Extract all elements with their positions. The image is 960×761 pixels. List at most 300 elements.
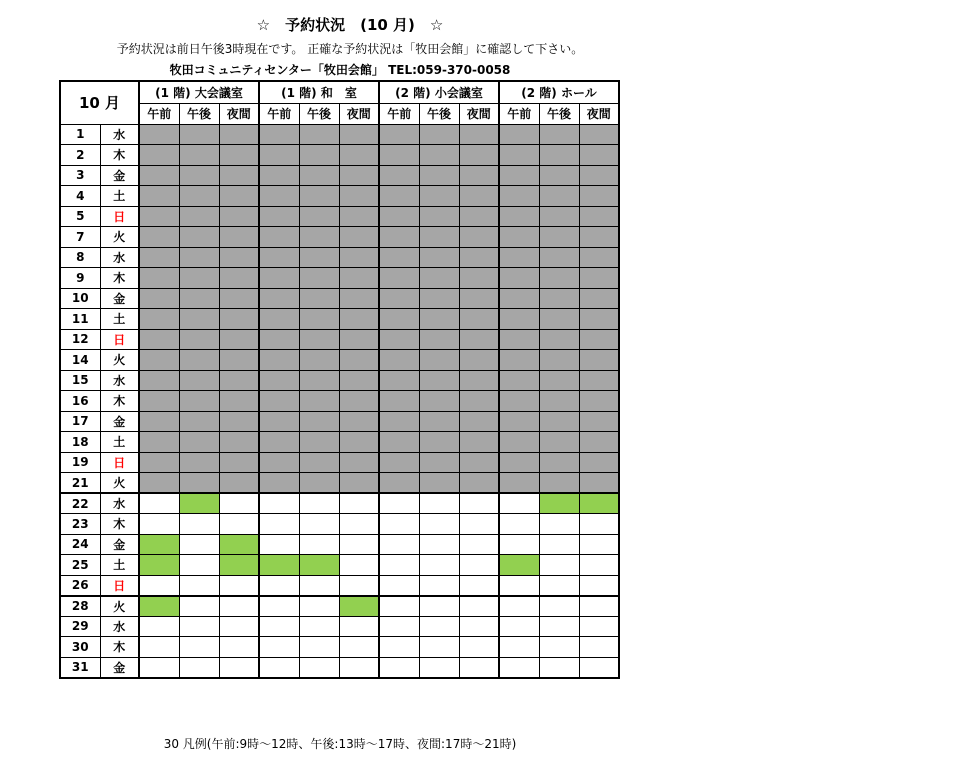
slot-past — [579, 329, 619, 350]
weekday-cell: 木 — [100, 637, 139, 658]
slot-past — [219, 452, 259, 473]
slot-past — [539, 452, 579, 473]
slot-past — [179, 309, 219, 330]
slot-available — [499, 493, 539, 514]
slot-available — [579, 555, 619, 576]
slot-available — [259, 493, 299, 514]
slot-past — [379, 145, 419, 166]
slot-available — [259, 514, 299, 535]
slot-available — [219, 514, 259, 535]
table-row — [60, 124, 619, 145]
slot-past — [579, 452, 619, 473]
slot-available — [299, 657, 339, 678]
slot-available — [539, 575, 579, 596]
slot-past — [459, 432, 499, 453]
slot-past — [419, 309, 459, 330]
slot-past — [579, 227, 619, 248]
table-row — [60, 350, 619, 371]
weekday-cell: 木 — [100, 391, 139, 412]
slot-available — [219, 657, 259, 678]
slot-available — [459, 534, 499, 555]
slot-past — [339, 309, 379, 330]
slot-past — [259, 452, 299, 473]
slot-past — [299, 124, 339, 145]
slot-past — [459, 206, 499, 227]
slot-available — [579, 514, 619, 535]
slot-available — [379, 637, 419, 658]
slot-past — [419, 124, 459, 145]
day-cell: 1 — [60, 124, 100, 145]
slot-past — [459, 473, 499, 494]
slot-available — [219, 493, 259, 514]
day-cell: 15 — [60, 370, 100, 391]
slot-past — [539, 473, 579, 494]
weekday-cell: 水 — [100, 124, 139, 145]
slot-past — [299, 473, 339, 494]
slot-past — [459, 165, 499, 186]
day-cell: 16 — [60, 391, 100, 412]
slot-past — [299, 268, 339, 289]
slot-past — [459, 247, 499, 268]
day-cell: 24 — [60, 534, 100, 555]
room-header-hall: (2 階) ホール — [499, 81, 619, 103]
slot-past — [579, 247, 619, 268]
status-note: 予約状況は前日午後3時現在です。 正確な予約状況は「牧田会館」に確認して下さい。 — [116, 42, 584, 56]
day-cell: 12 — [60, 329, 100, 350]
slot-available — [339, 514, 379, 535]
slot-header: 午後 — [179, 103, 219, 124]
weekday-cell: 金 — [100, 657, 139, 678]
slot-past — [299, 186, 339, 207]
slot-available — [499, 596, 539, 617]
slot-available — [419, 555, 459, 576]
slot-available — [459, 575, 499, 596]
slot-past — [139, 165, 179, 186]
slot-past — [579, 432, 619, 453]
slot-available — [379, 555, 419, 576]
slot-past — [219, 165, 259, 186]
reservation-table — [59, 80, 620, 679]
table-row — [60, 391, 619, 412]
slot-past — [139, 452, 179, 473]
slot-past — [499, 288, 539, 309]
slot-booked — [179, 493, 219, 514]
slot-past — [419, 391, 459, 412]
contact-info: 牧田コミュニティセンター「牧田会館」 TEL:059-370-0058 — [169, 63, 511, 77]
slot-past — [179, 411, 219, 432]
slot-booked — [259, 555, 299, 576]
slot-past — [579, 206, 619, 227]
slot-past — [299, 432, 339, 453]
slot-past — [139, 432, 179, 453]
slot-past — [379, 206, 419, 227]
slot-past — [459, 288, 499, 309]
weekday-cell: 土 — [100, 555, 139, 576]
slot-past — [579, 186, 619, 207]
slot-past — [139, 370, 179, 391]
slot-past — [579, 288, 619, 309]
weekday-cell: 水 — [100, 370, 139, 391]
weekday-cell: 土 — [100, 432, 139, 453]
table-row — [60, 493, 619, 514]
weekday-cell: 木 — [100, 514, 139, 535]
slot-available — [499, 657, 539, 678]
slot-available — [379, 616, 419, 637]
slot-header: 午前 — [499, 103, 539, 124]
slot-header: 夜間 — [219, 103, 259, 124]
slot-past — [139, 206, 179, 227]
table-row — [60, 637, 619, 658]
slot-past — [299, 247, 339, 268]
slot-available — [179, 514, 219, 535]
slot-past — [259, 165, 299, 186]
slot-available — [339, 555, 379, 576]
slot-past — [139, 186, 179, 207]
slot-past — [539, 432, 579, 453]
weekday-cell: 木 — [100, 268, 139, 289]
slot-past — [379, 432, 419, 453]
slot-past — [459, 309, 499, 330]
day-cell: 4 — [60, 186, 100, 207]
slot-header: 午前 — [379, 103, 419, 124]
slot-past — [219, 145, 259, 166]
slot-past — [139, 309, 179, 330]
slot-available — [339, 575, 379, 596]
slot-past — [379, 165, 419, 186]
slot-past — [219, 329, 259, 350]
slot-past — [339, 452, 379, 473]
slot-past — [179, 165, 219, 186]
slot-past — [379, 370, 419, 391]
slot-past — [139, 227, 179, 248]
day-cell: 29 — [60, 616, 100, 637]
slot-past — [579, 391, 619, 412]
slot-booked — [139, 555, 179, 576]
slot-booked — [219, 534, 259, 555]
slot-available — [299, 534, 339, 555]
slot-past — [459, 391, 499, 412]
slot-available — [179, 575, 219, 596]
slot-past — [259, 329, 299, 350]
day-cell: 31 — [60, 657, 100, 678]
slot-past — [339, 288, 379, 309]
slot-past — [379, 473, 419, 494]
table-row — [60, 616, 619, 637]
slot-past — [259, 350, 299, 371]
slot-past — [179, 473, 219, 494]
slot-past — [259, 268, 299, 289]
slot-available — [139, 657, 179, 678]
slot-past — [179, 206, 219, 227]
slot-past — [139, 268, 179, 289]
slot-available — [139, 575, 179, 596]
slot-past — [539, 288, 579, 309]
slot-available — [539, 534, 579, 555]
weekday-cell: 土 — [100, 186, 139, 207]
slot-past — [539, 206, 579, 227]
slot-available — [459, 555, 499, 576]
slot-past — [539, 186, 579, 207]
slot-past — [539, 227, 579, 248]
day-cell: 3 — [60, 165, 100, 186]
slot-available — [339, 637, 379, 658]
weekday-cell: 金 — [100, 411, 139, 432]
weekday-cell: 木 — [100, 145, 139, 166]
slot-past — [219, 391, 259, 412]
page-title: ☆ 予約状況 (10 月) ☆ — [256, 16, 444, 34]
slot-past — [299, 411, 339, 432]
slot-past — [419, 452, 459, 473]
weekday-cell: 金 — [100, 165, 139, 186]
table-row — [60, 411, 619, 432]
slot-past — [419, 411, 459, 432]
day-cell: 9 — [60, 268, 100, 289]
day-cell: 26 — [60, 575, 100, 596]
slot-past — [339, 350, 379, 371]
slot-past — [539, 411, 579, 432]
day-cell: 28 — [60, 596, 100, 617]
slot-past — [579, 411, 619, 432]
slot-past — [139, 411, 179, 432]
slot-past — [499, 309, 539, 330]
slot-past — [179, 186, 219, 207]
slot-available — [339, 534, 379, 555]
slot-past — [459, 145, 499, 166]
slot-past — [379, 124, 419, 145]
slot-available — [419, 637, 459, 658]
slot-past — [499, 329, 539, 350]
slot-available — [459, 637, 499, 658]
slot-available — [379, 493, 419, 514]
slot-available — [339, 657, 379, 678]
slot-past — [299, 391, 339, 412]
slot-past — [379, 411, 419, 432]
slot-available — [539, 637, 579, 658]
slot-past — [379, 247, 419, 268]
table-row — [60, 575, 619, 596]
slot-available — [259, 616, 299, 637]
slot-past — [459, 227, 499, 248]
slot-past — [339, 391, 379, 412]
slot-past — [139, 247, 179, 268]
slot-available — [579, 596, 619, 617]
slot-past — [419, 247, 459, 268]
slot-available — [499, 534, 539, 555]
slot-available — [179, 637, 219, 658]
slot-past — [499, 186, 539, 207]
slot-past — [539, 165, 579, 186]
slot-available — [259, 596, 299, 617]
weekday-cell: 火 — [100, 350, 139, 371]
slot-past — [339, 145, 379, 166]
slot-available — [539, 555, 579, 576]
weekday-cell: 日 — [100, 575, 139, 596]
slot-past — [219, 370, 259, 391]
slot-past — [219, 432, 259, 453]
slot-past — [499, 370, 539, 391]
slot-past — [219, 473, 259, 494]
table-row — [60, 247, 619, 268]
weekday-cell: 水 — [100, 616, 139, 637]
slot-past — [139, 391, 179, 412]
slot-past — [339, 227, 379, 248]
slot-past — [259, 247, 299, 268]
slot-available — [259, 575, 299, 596]
slot-past — [539, 350, 579, 371]
slot-past — [219, 124, 259, 145]
slot-available — [579, 534, 619, 555]
slot-booked — [299, 555, 339, 576]
slot-past — [179, 288, 219, 309]
slot-past — [259, 473, 299, 494]
slot-header: 午後 — [419, 103, 459, 124]
slot-past — [419, 370, 459, 391]
slot-past — [539, 145, 579, 166]
slot-past — [179, 350, 219, 371]
slot-available — [499, 637, 539, 658]
slot-past — [179, 247, 219, 268]
slot-past — [299, 206, 339, 227]
slot-past — [499, 411, 539, 432]
slot-past — [539, 370, 579, 391]
slot-past — [579, 124, 619, 145]
slot-available — [379, 514, 419, 535]
slot-past — [259, 288, 299, 309]
slot-booked — [579, 493, 619, 514]
weekday-cell: 火 — [100, 227, 139, 248]
slot-past — [259, 370, 299, 391]
slot-past — [419, 186, 459, 207]
day-cell: 18 — [60, 432, 100, 453]
slot-past — [339, 432, 379, 453]
slot-header: 夜間 — [339, 103, 379, 124]
slot-available — [179, 555, 219, 576]
slot-available — [579, 657, 619, 678]
day-cell: 25 — [60, 555, 100, 576]
table-row — [60, 452, 619, 473]
room-header-small-meeting: (2 階) 小会議室 — [379, 81, 499, 103]
slot-past — [419, 268, 459, 289]
slot-available — [259, 657, 299, 678]
table-row — [60, 165, 619, 186]
day-cell: 5 — [60, 206, 100, 227]
slot-available — [419, 657, 459, 678]
slot-past — [459, 452, 499, 473]
slot-past — [139, 329, 179, 350]
slot-available — [179, 657, 219, 678]
slot-past — [139, 473, 179, 494]
slot-past — [179, 391, 219, 412]
table-row — [60, 370, 619, 391]
slot-past — [379, 268, 419, 289]
table-row — [60, 268, 619, 289]
slot-booked — [499, 555, 539, 576]
slot-past — [139, 145, 179, 166]
slot-available — [539, 657, 579, 678]
day-cell: 30 — [60, 637, 100, 658]
slot-available — [459, 616, 499, 637]
slot-available — [299, 616, 339, 637]
slot-past — [499, 473, 539, 494]
table-row — [60, 534, 619, 555]
slot-past — [499, 452, 539, 473]
table-row — [60, 288, 619, 309]
slot-available — [299, 637, 339, 658]
slot-past — [299, 329, 339, 350]
slot-available — [379, 657, 419, 678]
slot-past — [379, 227, 419, 248]
slot-booked — [139, 596, 179, 617]
month-header: 10 月 — [60, 81, 139, 124]
slot-past — [379, 309, 419, 330]
slot-past — [339, 124, 379, 145]
slot-booked — [219, 555, 259, 576]
slot-available — [419, 514, 459, 535]
slot-past — [339, 268, 379, 289]
slot-past — [299, 452, 339, 473]
slot-available — [499, 575, 539, 596]
slot-available — [539, 514, 579, 535]
slot-header: 夜間 — [459, 103, 499, 124]
slot-past — [419, 350, 459, 371]
slot-past — [339, 186, 379, 207]
table-row — [60, 329, 619, 350]
slot-available — [459, 596, 499, 617]
slot-past — [219, 268, 259, 289]
slot-available — [259, 637, 299, 658]
weekday-cell: 日 — [100, 452, 139, 473]
slot-available — [299, 493, 339, 514]
slot-past — [459, 329, 499, 350]
slot-past — [299, 165, 339, 186]
slot-booked — [139, 534, 179, 555]
slot-available — [379, 575, 419, 596]
slot-available — [379, 596, 419, 617]
slot-past — [579, 350, 619, 371]
slot-past — [539, 391, 579, 412]
slot-header: 午後 — [539, 103, 579, 124]
slot-available — [459, 493, 499, 514]
slot-past — [339, 247, 379, 268]
table-row — [60, 596, 619, 617]
slot-past — [499, 165, 539, 186]
slot-available — [419, 596, 459, 617]
slot-past — [219, 206, 259, 227]
weekday-cell: 水 — [100, 247, 139, 268]
weekday-cell: 火 — [100, 596, 139, 617]
slot-past — [499, 145, 539, 166]
slot-past — [539, 124, 579, 145]
table-row — [60, 186, 619, 207]
weekday-cell: 日 — [100, 206, 139, 227]
table-row — [60, 514, 619, 535]
slot-past — [179, 124, 219, 145]
slot-past — [139, 350, 179, 371]
slot-past — [499, 268, 539, 289]
slot-past — [579, 370, 619, 391]
day-cell: 19 — [60, 452, 100, 473]
slot-past — [499, 227, 539, 248]
day-cell: 23 — [60, 514, 100, 535]
day-cell: 21 — [60, 473, 100, 494]
slot-past — [179, 452, 219, 473]
slot-past — [419, 227, 459, 248]
table-row — [60, 555, 619, 576]
table-row — [60, 309, 619, 330]
slot-available — [219, 616, 259, 637]
slot-past — [299, 309, 339, 330]
legend-footnote: 30 凡例(午前:9時～12時、午後:13時～17時、夜間:17時～21時) — [163, 737, 517, 751]
